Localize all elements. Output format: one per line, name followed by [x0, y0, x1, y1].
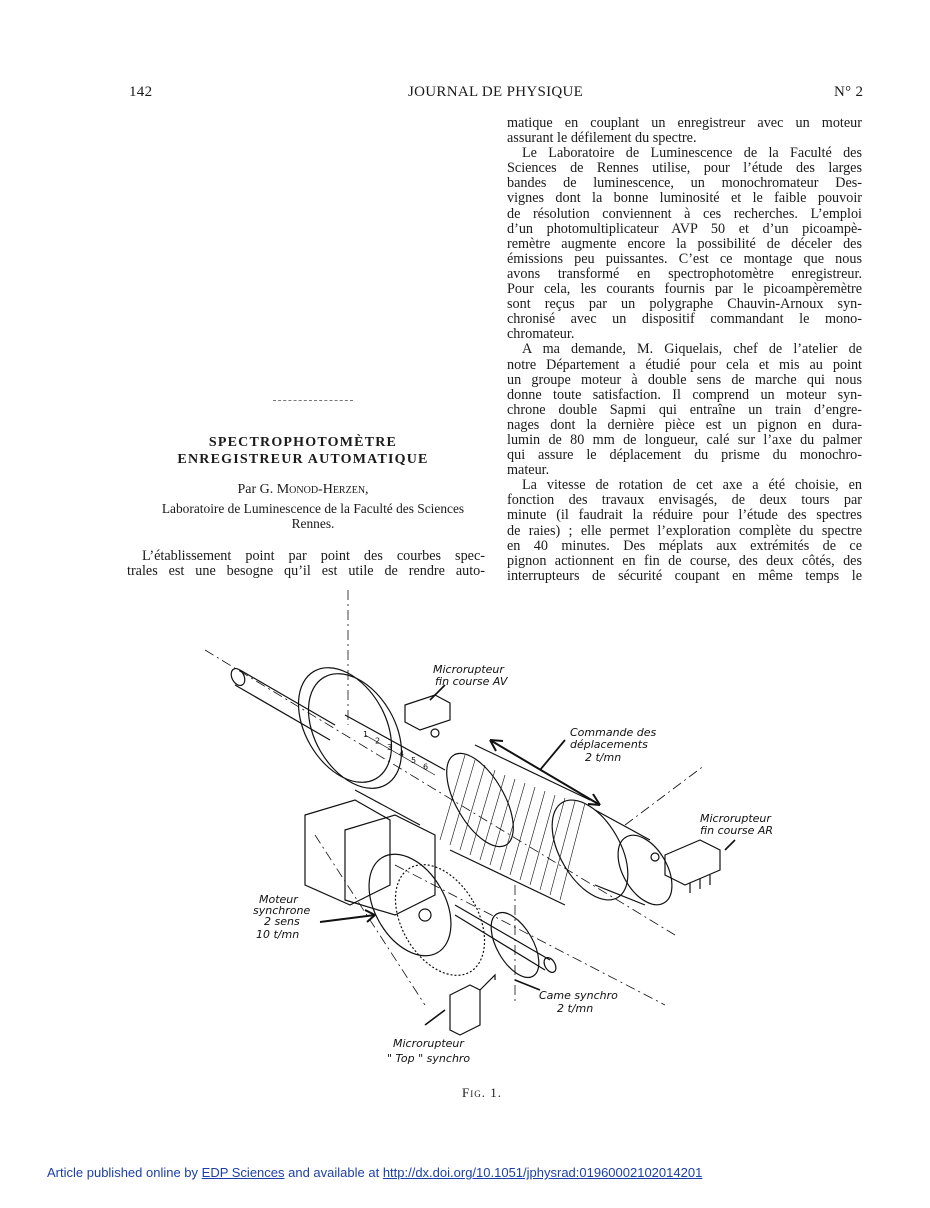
text-line: interrupteurs de sécurité coupant en même temps le	[507, 567, 862, 584]
microswitch-top-synchro	[450, 985, 480, 1035]
label-micro-ar-2: fin course AR	[700, 824, 774, 837]
label-top-2: " Top " synchro	[387, 1052, 471, 1065]
scale-digit: 1	[363, 730, 369, 739]
text-line: mateur.	[507, 462, 550, 479]
label-commande-1: Commande des	[570, 726, 657, 739]
text-line: de raies) ; elle permet l’exploration complète du spectre	[507, 522, 862, 539]
title-line-1: SPECTROPHOTOMÈTRE	[208, 435, 398, 450]
footer-middle: and available at	[284, 1165, 383, 1180]
text-line: Pour cela, les courants fournis par le picoampèremètre	[507, 281, 862, 298]
label-micro-av-2: fin course AV	[435, 675, 508, 688]
byline	[128, 482, 478, 498]
microswitch-av	[405, 695, 450, 730]
text-line: chromateur.	[507, 326, 575, 343]
gear-wheel	[377, 849, 503, 991]
section-separator	[273, 400, 353, 402]
footer-note	[47, 1165, 702, 1180]
right-column-text	[507, 116, 862, 584]
label-came-2: 2 t/mn	[557, 1002, 594, 1015]
text-line: notre Département a étudié pour cela et mis au point	[507, 356, 862, 373]
text-line: chrone double Sapmi qui entraîne un train d’engre-	[507, 401, 862, 418]
label-micro-ar-1: Microrupteur	[700, 812, 771, 825]
text-line: Le Laboratoire de Luminescence de la Faculté des	[522, 145, 862, 162]
figure-caption: Fig. 1.	[462, 1085, 502, 1100]
issue-number: N° 2	[834, 84, 864, 100]
text-line: remètre augmente encore la possibilité de déceler des	[507, 235, 862, 252]
intro-line-2: trales est une besogne qu’il est utile de rendre auto-	[127, 563, 485, 580]
motor-block	[305, 800, 390, 905]
text-line: Sciences de Rennes utilise, pour l’étude des larges	[507, 160, 862, 177]
doi-link[interactable]: http://dx.doi.org/10.1051/jphysrad:01960002102014201	[382, 1165, 703, 1180]
text-line: de résolution conviennent à ces recherches. L’emploi	[507, 205, 862, 222]
scale-digit: 6	[423, 762, 429, 772]
text-line: matique en couplant un enregistreur avec un moteur	[507, 115, 862, 131]
label-came-1: Came synchro	[539, 989, 618, 1002]
label-moteur-4: 10 t/mn	[256, 928, 300, 941]
label-micro-av-1: Microrupteur	[433, 663, 504, 676]
graduated-barrel	[345, 715, 445, 825]
label-moteur-2: synchrone	[253, 904, 311, 917]
article-title	[128, 434, 478, 468]
label-moteur-3: 2 sens	[264, 915, 300, 928]
text-line: A ma demande, M. Giquelais, chef de l’atelier de	[522, 341, 862, 358]
text-line: qui assure le déplacement du prisme du monochro-	[507, 447, 862, 464]
scale-digit: 2	[375, 736, 381, 746]
scale-digit: 5	[411, 756, 417, 765]
page-number: 142	[129, 84, 153, 100]
text-line: émissions peu puissantes. C’est ce montage que nous	[507, 250, 862, 267]
text-line: un groupe moteur à double sens de marche qui nous	[507, 371, 862, 388]
text-line: donne toute satisfaction. Il comprend un moteur syn-	[507, 386, 862, 403]
text-line: sont reçus par un polygraphe Chauvin-Arnoux syn-	[507, 296, 862, 313]
text-line: avons transformé en spectrophotomètre enregistreur.	[507, 265, 862, 282]
author-name: Monod-Herzen,	[276, 482, 369, 497]
text-line: vignes dont la bonne luminosité et le faible pouvoir	[507, 190, 862, 207]
text-line: minute (il faudrait la réduire pour l’étude des spectres	[507, 507, 862, 524]
affiliation-line-2: Rennes.	[291, 516, 335, 531]
commande-arrow	[540, 740, 565, 770]
figure-1-drawing	[195, 585, 795, 1075]
byline-prefix: Par G.	[237, 482, 277, 497]
motor-face	[352, 840, 468, 970]
text-line: chronisé avec un dispositif commandant le mono-	[507, 311, 862, 328]
left-flange-disc	[279, 651, 410, 798]
microswitch-ar	[665, 840, 720, 885]
affiliation-line-1: Laboratoire de Luminescence de la Faculté des Sciences	[161, 501, 465, 516]
label-commande-2: déplacements	[570, 738, 648, 751]
scale-digit: 3	[387, 743, 393, 752]
text-line: La vitesse de rotation de cet axe a été choisie, en	[522, 477, 862, 494]
label-top-1: Microrupteur	[393, 1037, 464, 1050]
intro-line-1: L’établissement point par point des courbes spec-	[142, 548, 485, 564]
affiliation	[128, 501, 498, 531]
text-line: pignon actionnent en fin de course, des deux côtés, des	[507, 552, 862, 569]
title-line-2: ENREGISTREUR AUTOMATIQUE	[177, 452, 429, 467]
axis-line-right	[625, 765, 705, 825]
text-line: lumin de 80 mm de longueur, calé sur l’axe du palmer	[507, 431, 862, 448]
label-commande-3: 2 t/mn	[585, 751, 622, 764]
knurled-drum	[450, 745, 590, 905]
text-line: fonction des travaux envisagés, de deux tours par	[507, 492, 862, 509]
intro-paragraph	[127, 549, 485, 579]
publisher-link[interactable]: EDP Sciences	[201, 1165, 285, 1180]
running-head: JOURNAL DE PHYSIQUE	[408, 84, 584, 100]
scale-digit: 4	[399, 749, 405, 759]
text-line: nages dont la dernière pièce est un pignon en dura-	[507, 416, 862, 433]
label-moteur-1: Moteur	[259, 893, 298, 906]
text-line: bandes de luminescence, un monochromateur Des-	[507, 175, 862, 192]
text-line: assurant le défilement du spectre.	[507, 130, 697, 147]
text-line: en 40 minutes. Des méplats aux extrémités de ce	[507, 537, 862, 554]
text-line: d’un photomultiplicateur AVP 50 et d’un picoampè-	[507, 220, 862, 237]
footer-prefix: Article published online by	[47, 1165, 202, 1180]
